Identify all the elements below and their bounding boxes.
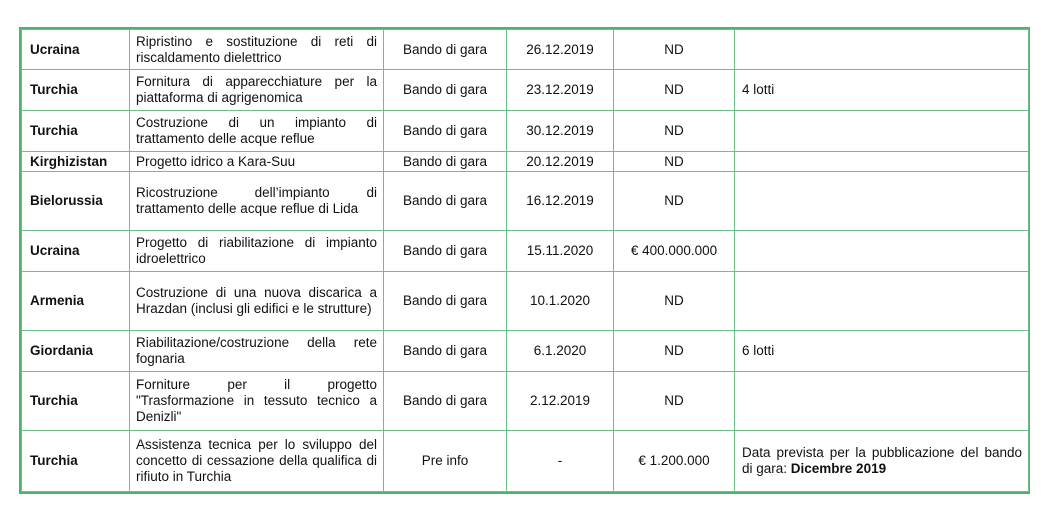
country-cell: Ucraina <box>22 231 130 272</box>
country-cell: Giordania <box>22 331 130 372</box>
description-cell: Costruzione di un impianto di trattamento delle acque reflue <box>130 111 384 152</box>
table-row <box>22 70 1029 111</box>
country-cell: Turchia <box>22 70 130 111</box>
description-cell: Ripristino e sostituzione di reti di riscaldamento dielettrico <box>130 30 384 70</box>
note-cell <box>735 70 1029 111</box>
description-cell: Assistenza tecnica per lo sviluppo del concetto di cessazione della qualifica di rifiuto in Turchia <box>130 431 384 492</box>
note-cell <box>735 30 1029 70</box>
tenders-table <box>21 29 1029 492</box>
description-cell: Forniture per il progetto "Trasformazione in tessuto tecnico a Denizli" <box>130 372 384 431</box>
tender-type-cell: Bando di gara <box>384 30 507 70</box>
description-cell: Costruzione di una nuova discarica a Hrazdan (inclusi gli edifici e le strutture) <box>130 272 384 331</box>
table-row <box>22 30 1029 70</box>
country-cell: Turchia <box>22 431 130 492</box>
date-cell: 2.12.2019 <box>507 372 614 431</box>
description-cell: Riabilitazione/costruzione della rete fognaria <box>130 331 384 372</box>
date-cell: 20.12.2019 <box>507 152 614 172</box>
date-cell: 26.12.2019 <box>507 30 614 70</box>
tenders-table-container <box>19 27 1030 494</box>
date-cell: - <box>507 431 614 492</box>
country-cell: Turchia <box>22 372 130 431</box>
table-row <box>22 152 1029 172</box>
country-cell: Turchia <box>22 111 130 152</box>
note-text: 6 lotti <box>742 343 775 358</box>
note-cell <box>735 272 1029 331</box>
tender-type-cell: Bando di gara <box>384 152 507 172</box>
note-cell <box>735 152 1029 172</box>
amount-cell: ND <box>614 172 735 231</box>
table-row <box>22 372 1029 431</box>
description-cell: Ricostruzione dell’impianto di trattamento delle acque reflue di Lida <box>130 172 384 231</box>
amount-cell: ND <box>614 30 735 70</box>
note-cell <box>735 111 1029 152</box>
amount-cell: ND <box>614 111 735 152</box>
note-bold-text: Dicembre 2019 <box>790 461 887 476</box>
note-cell <box>735 431 1029 492</box>
date-cell: 10.1.2020 <box>507 272 614 331</box>
tender-type-cell: Bando di gara <box>384 372 507 431</box>
tender-type-cell: Bando di gara <box>384 172 507 231</box>
country-cell: Bielorussia <box>22 172 130 231</box>
table-row <box>22 431 1029 492</box>
date-cell: 23.12.2019 <box>507 70 614 111</box>
tender-type-cell: Bando di gara <box>384 111 507 152</box>
country-cell: Ucraina <box>22 30 130 70</box>
tender-type-cell: Bando di gara <box>384 331 507 372</box>
table-row <box>22 272 1029 331</box>
country-cell: Kirghizistan <box>22 152 130 172</box>
table-row <box>22 111 1029 152</box>
note-cell <box>735 231 1029 272</box>
country-cell: Armenia <box>22 272 130 331</box>
amount-cell: € 400.000.000 <box>614 231 735 272</box>
tender-type-cell: Bando di gara <box>384 272 507 331</box>
description-cell: Progetto idrico a Kara-Suu <box>130 152 384 172</box>
amount-cell: ND <box>614 331 735 372</box>
amount-cell: ND <box>614 70 735 111</box>
tender-type-cell: Bando di gara <box>384 231 507 272</box>
description-cell: Progetto di riabilitazione di impianto idroelettrico <box>130 231 384 272</box>
note-text: Data prevista per la pubblicazione del bando di gara: <box>742 445 1022 476</box>
table-row <box>22 331 1029 372</box>
note-text: 4 lotti <box>742 82 775 97</box>
amount-cell: ND <box>614 152 735 172</box>
amount-cell: ND <box>614 272 735 331</box>
date-cell: 6.1.2020 <box>507 331 614 372</box>
date-cell: 15.11.2020 <box>507 231 614 272</box>
table-row <box>22 172 1029 231</box>
date-cell: 30.12.2019 <box>507 111 614 152</box>
tender-type-cell: Pre info <box>384 431 507 492</box>
note-cell <box>735 172 1029 231</box>
table-row <box>22 231 1029 272</box>
note-cell <box>735 372 1029 431</box>
note-cell <box>735 331 1029 372</box>
date-cell: 16.12.2019 <box>507 172 614 231</box>
amount-cell: € 1.200.000 <box>614 431 735 492</box>
description-cell: Fornitura di apparecchiature per la piattaforma di agrigenomica <box>130 70 384 111</box>
tender-type-cell: Bando di gara <box>384 70 507 111</box>
amount-cell: ND <box>614 372 735 431</box>
